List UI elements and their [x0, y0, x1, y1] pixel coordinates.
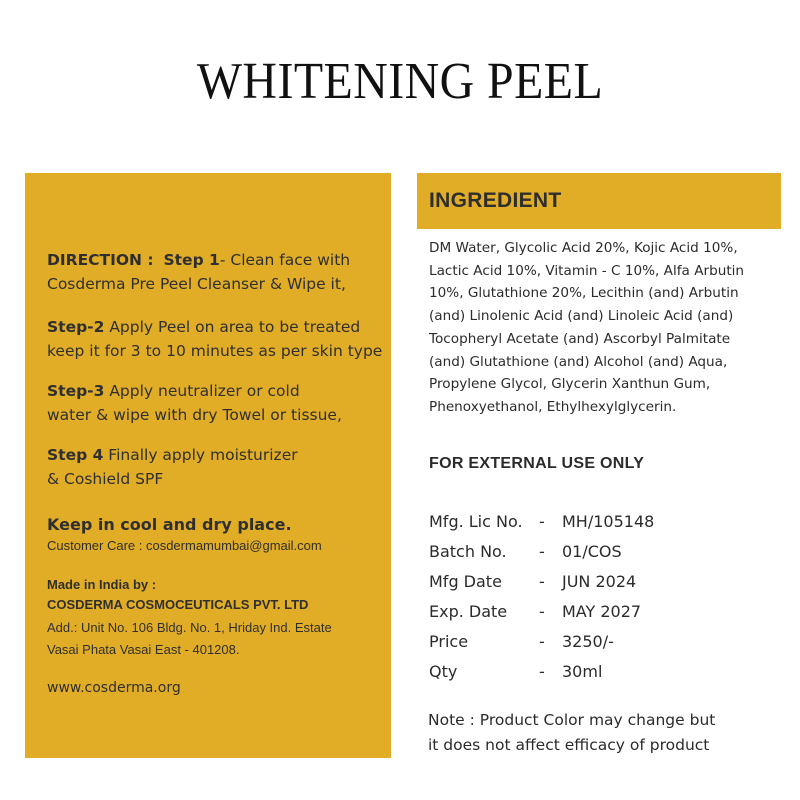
- detail-dash: -: [539, 512, 545, 531]
- detail-key: Batch No.: [429, 542, 507, 561]
- website: www.cosderma.org: [47, 680, 181, 696]
- external-use-warning: FOR EXTERNAL USE ONLY: [429, 455, 645, 472]
- step1-label: Step 1: [163, 251, 220, 269]
- detail-value: 01/COS: [562, 542, 622, 561]
- address-line1: Add.: Unit No. 106 Bldg. No. 1, Hriday Ind. Estate: [47, 620, 332, 635]
- detail-key: Price: [429, 632, 469, 651]
- detail-dash: -: [539, 662, 545, 681]
- storage-text: Keep in cool and dry place.: [47, 515, 292, 534]
- direction-step1-line1: DIRECTION : Step 1- Clean face with: [47, 251, 351, 269]
- direction-step1-line2: Cosderma Pre Peel Cleanser & Wipe it,: [47, 275, 346, 293]
- ingredient-line: Phenoxyethanol, Ethylhexylglycerin.: [429, 398, 677, 415]
- ingredient-line: (and) Linolenic Acid (and) Linoleic Acid (and): [429, 308, 734, 325]
- direction-step2-line1: Step-2 Apply Peel on area to be treated: [47, 318, 361, 336]
- made-in-india: Made in India by :: [47, 577, 157, 592]
- directions-panel: [25, 173, 391, 758]
- detail-dash: -: [539, 632, 545, 651]
- ingredient-header: [417, 173, 781, 229]
- detail-value: MH/105148: [562, 512, 655, 531]
- direction-step3-line1: Step-3 Apply neutralizer or cold: [47, 382, 300, 400]
- direction-label: DIRECTION :: [47, 251, 154, 269]
- ingredient-line: 10%, Glutathione 20%, Lecithin (and) Arbutin: [429, 285, 739, 302]
- step4-label: Step 4: [47, 446, 104, 464]
- detail-dash: -: [539, 572, 545, 591]
- detail-value: 30ml: [562, 662, 603, 681]
- ingredient-line: Tocopheryl Acetate (and) Ascorbyl Palmitate: [429, 330, 731, 347]
- detail-key: Exp. Date: [429, 602, 508, 621]
- ingredient-line: DM Water, Glycolic Acid 20%, Kojic Acid 10%,: [429, 240, 738, 256]
- ingredient-line: Lactic Acid 10%, Vitamin - C 10%, Alfa Arbutin: [429, 262, 745, 279]
- ingredient-heading: INGREDIENT: [429, 189, 562, 212]
- detail-dash: -: [539, 542, 545, 561]
- detail-dash: -: [539, 602, 545, 621]
- ingredient-line: Propylene Glycol, Glycerin Xanthun Gum,: [429, 376, 711, 393]
- ingredient-list: [429, 237, 789, 419]
- customer-care: Customer Care : cosdermamumbai@gmail.com: [47, 538, 322, 553]
- product-note: [428, 708, 715, 758]
- direction-step3-line2: water & wipe with dry Towel or tissue,: [47, 406, 342, 424]
- detail-value: 3250/-: [562, 632, 614, 651]
- detail-key: Qty: [429, 662, 458, 681]
- product-title: WHITENING PEEL: [196, 53, 604, 110]
- detail-key: Mfg. Lic No.: [429, 512, 523, 531]
- step2-label: Step-2: [47, 318, 105, 336]
- company-name: COSDERMA COSMOCEUTICALS PVT. LTD: [47, 597, 309, 612]
- direction-step2-line2: keep it for 3 to 10 minutes as per skin type: [47, 342, 383, 360]
- note-line2: it does not affect efficacy of product: [428, 736, 710, 754]
- step3-label: Step-3: [47, 382, 105, 400]
- detail-value: JUN 2024: [562, 572, 637, 591]
- detail-key: Mfg Date: [429, 572, 502, 591]
- direction-step4-line2: & Coshield SPF: [47, 470, 164, 488]
- direction-step4-line1: Step 4 Finally apply moisturizer: [47, 446, 298, 464]
- detail-value: MAY 2027: [562, 602, 642, 621]
- ingredient-line: (and) Glutathione (and) Alcohol (and) Aqua,: [429, 353, 728, 370]
- note-line1: Note : Product Color may change but: [428, 711, 716, 729]
- address-line2: Vasai Phata Vasai East - 401208.: [47, 642, 240, 657]
